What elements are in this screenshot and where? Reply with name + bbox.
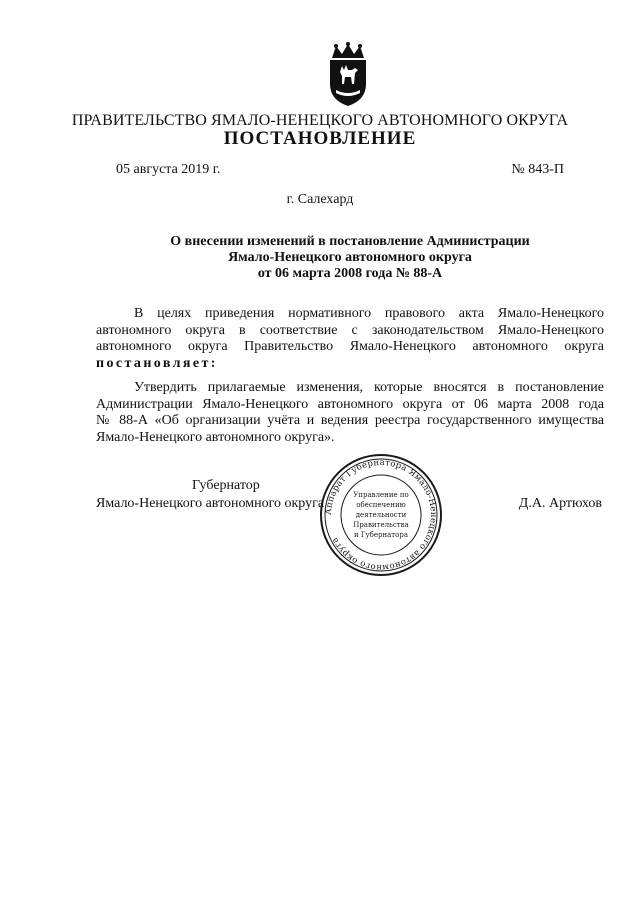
seal-ring-text: Аппарат Губернатора Ямало-Ненецкого автономного округа: [323, 457, 439, 573]
resolution-paragraph: [96, 380, 604, 446]
seal-center-line: Правительства: [353, 521, 409, 529]
document-city: г. Салехард: [286, 192, 354, 207]
document-number: № 843-П: [511, 162, 564, 177]
official-stamp-seal: [318, 452, 444, 578]
subject-line: от 06 марта 2008 года № 88-А: [257, 266, 443, 281]
resolves-keyword: постановляет:: [96, 355, 218, 371]
signatory-title: Губернатор: [192, 478, 260, 493]
paragraph-line: автономного округа Правительство Ямало-Ненецкого автономного округа: [96, 339, 604, 354]
paragraph-line: автономного округа в соответствие с законодательством Ямало-Ненецкого: [96, 322, 604, 338]
seal-center-line: обеспечению: [356, 501, 406, 509]
subject-line: Ямало-Ненецкого автономного округа: [228, 250, 472, 265]
document-type-title: ПОСТАНОВЛЕНИЕ: [223, 128, 417, 149]
paragraph-line: Утвердить прилагаемые изменения, которые вносятся в постановление: [134, 380, 604, 395]
signatory-organization: Ямало-Ненецкого автономного округа: [96, 496, 325, 511]
signatory-name: Д.А. Артюхов: [518, 496, 602, 511]
coat-of-arms-emblem: [324, 42, 372, 108]
government-title: ПРАВИТЕЛЬСТВО ЯМАЛО-НЕНЕЦКОГО АВТОНОМНОГО ОКРУГА: [71, 112, 569, 129]
paragraph-line: Ямало-Ненецкого автономного округа».: [96, 429, 335, 445]
paragraph-line: № 88-А «Об организации учёта и ведения реестра государственного имущества: [96, 413, 604, 428]
preamble-paragraph: [96, 306, 604, 372]
subject-line: О внесении изменений в постановление Администрации: [170, 234, 530, 249]
seal-center-line: деятельности: [355, 511, 407, 519]
document-subject: [100, 234, 600, 282]
document-date: 05 августа 2019 г.: [116, 162, 221, 177]
paragraph-line: Администрации Ямало-Ненецкого автономного округа от 06 марта 2008 года: [96, 396, 604, 412]
seal-center-line: Управление по: [353, 491, 409, 499]
seal-center-line: и Губернатора: [353, 531, 409, 539]
paragraph-line: В целях приведения нормативного правового акта Ямало-Ненецкого: [134, 306, 604, 321]
